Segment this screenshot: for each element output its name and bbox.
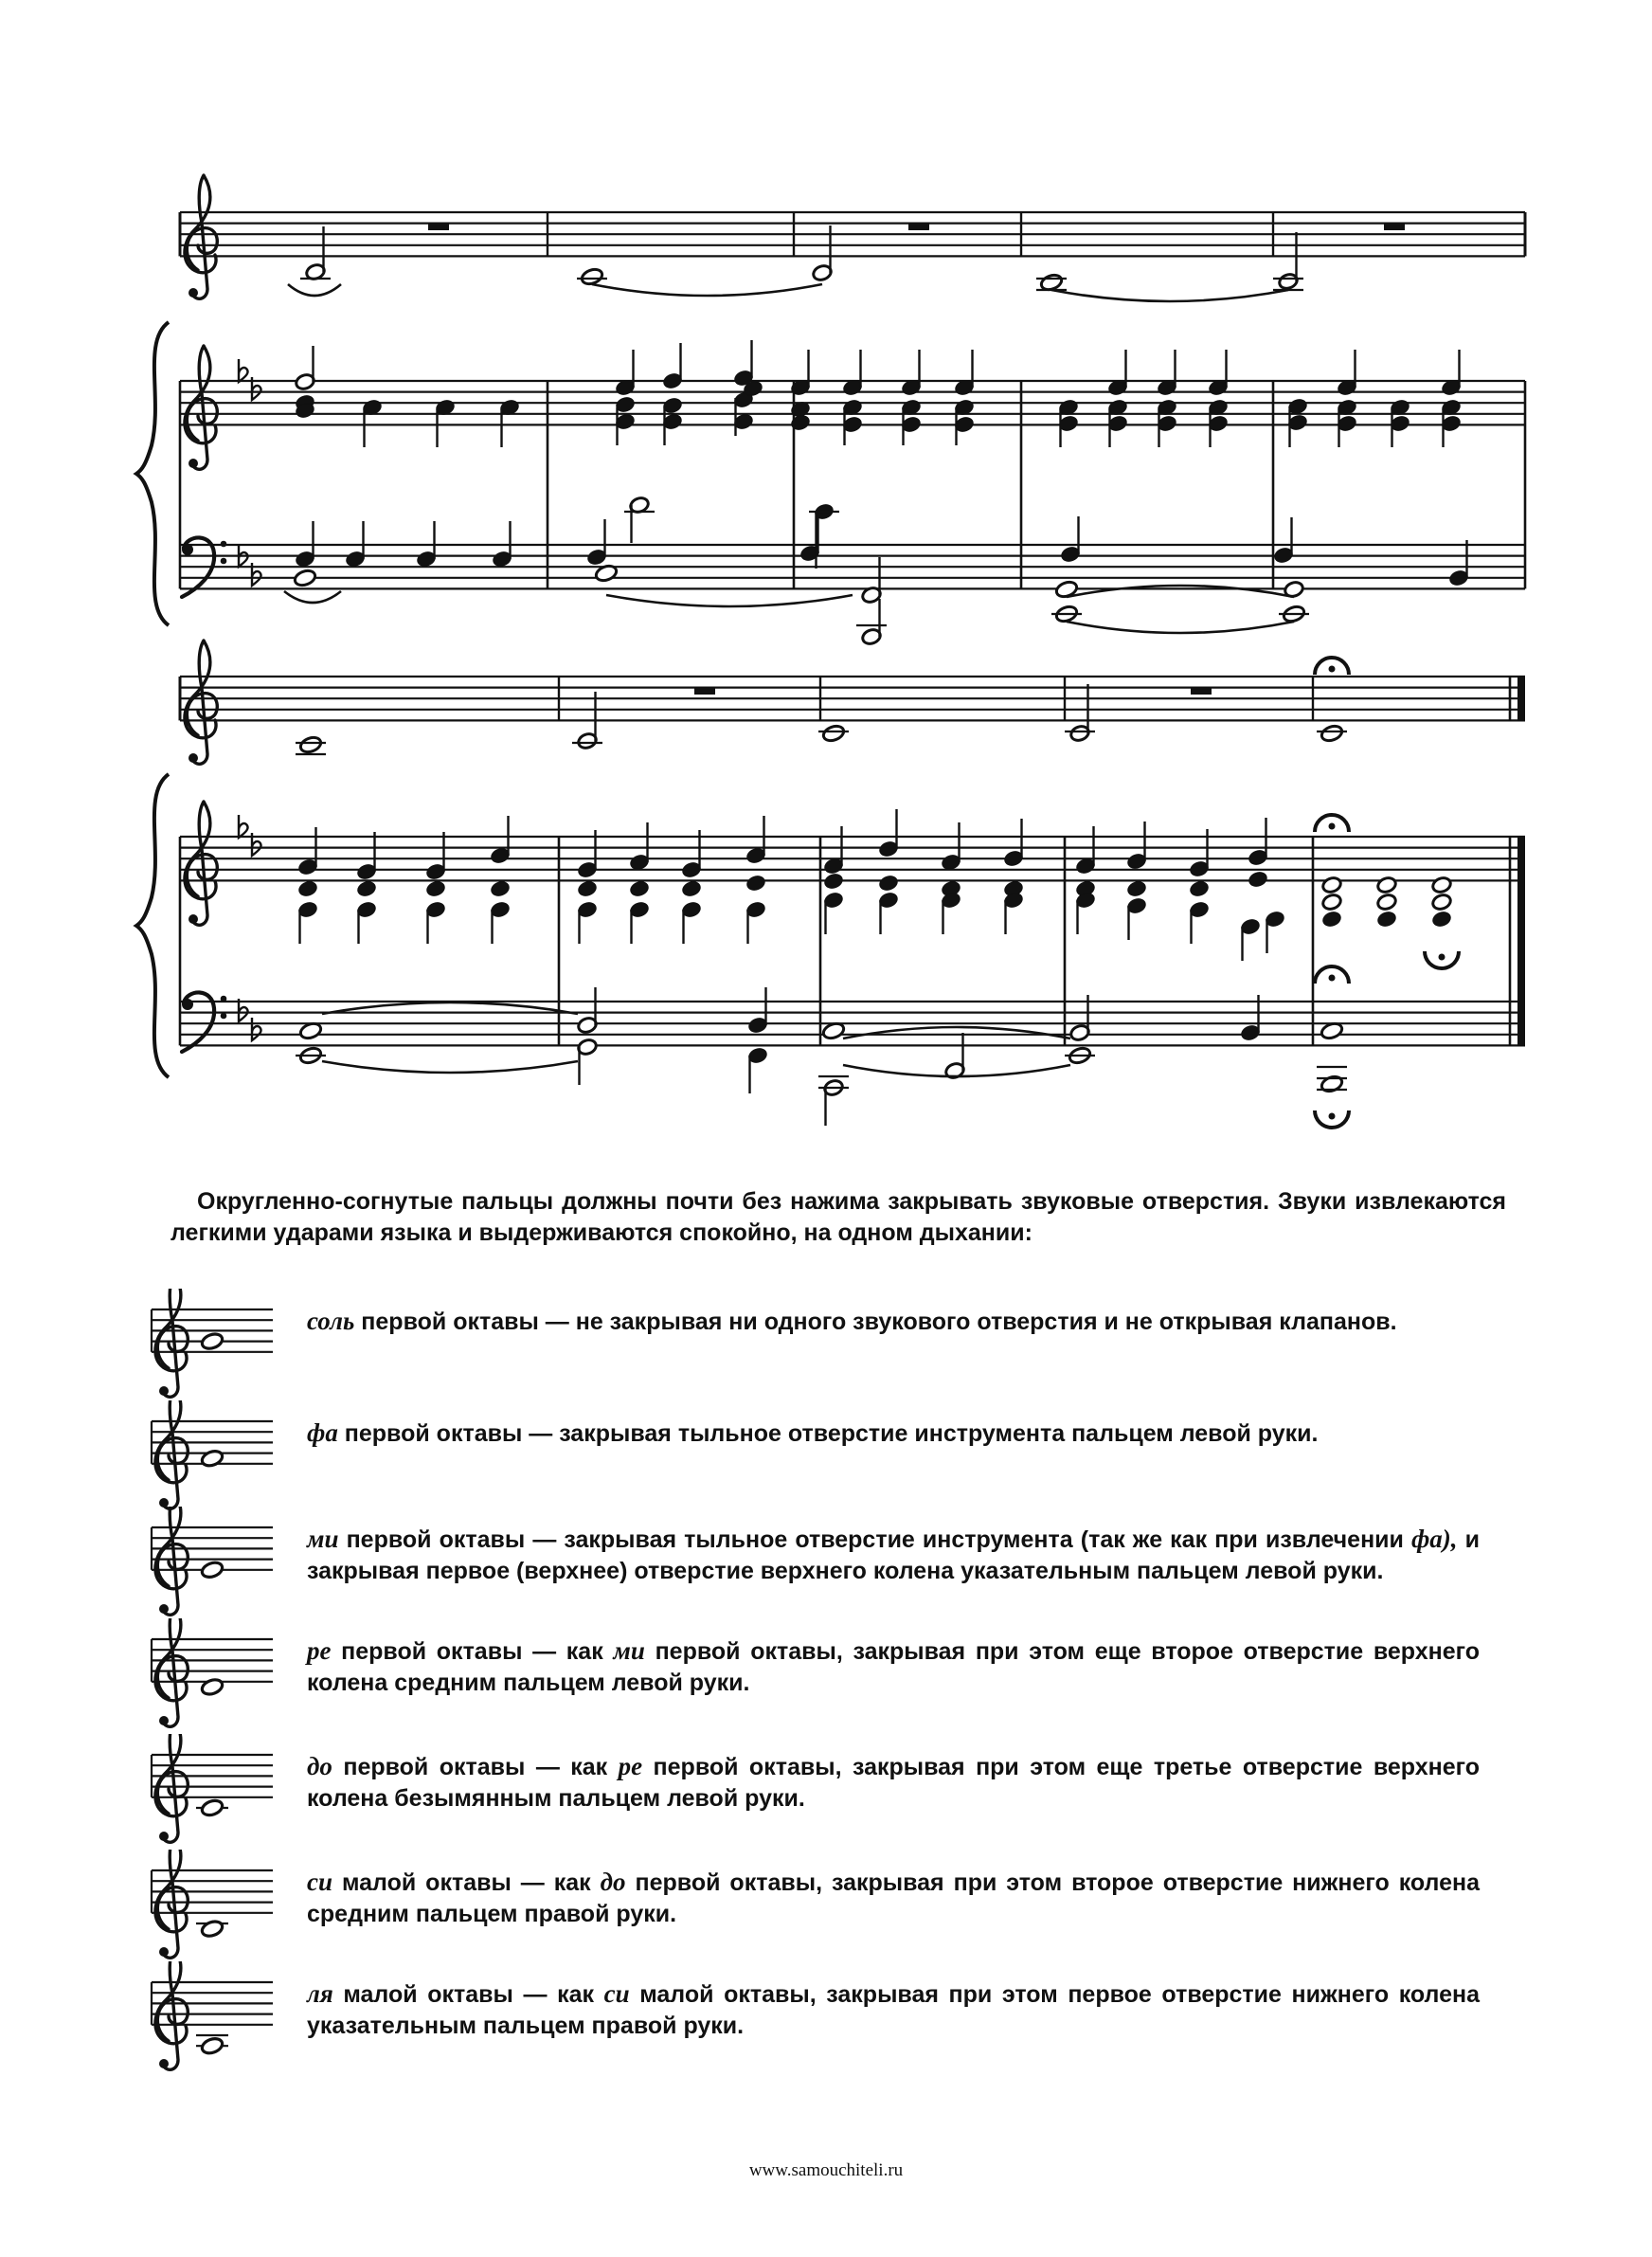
- note-description-text: первой октавы, закрывая при этом еще второе отверстие верхнего колена средним пальцем левой руки.: [307, 1638, 1480, 1696]
- note-head: [1376, 910, 1398, 929]
- whole-note-icon: [200, 1798, 224, 1818]
- note-description: [307, 1867, 1480, 1930]
- note-head: [878, 874, 900, 893]
- note-description-text: малой октавы — как: [332, 1981, 604, 2008]
- note-staff: [0, 1850, 284, 1973]
- tie-curve: [284, 591, 341, 603]
- note-name-reference: ми: [613, 1636, 645, 1665]
- tie-curve: [592, 284, 822, 296]
- note-head: [1189, 879, 1211, 898]
- whole-note-icon: [200, 1677, 224, 1697]
- staff-line-group: [180, 1002, 1525, 1045]
- note-staff: [0, 1507, 284, 1630]
- staff-line-group: [180, 837, 1525, 880]
- note-head: [745, 874, 767, 893]
- note-name: фа: [307, 1418, 338, 1447]
- fermata-dot: [1329, 975, 1336, 982]
- note-head: [298, 735, 322, 755]
- staff-line-group: [180, 545, 1525, 588]
- note-description: [307, 1417, 1480, 1450]
- note-staff: [0, 1961, 284, 2085]
- note-name: ре: [307, 1636, 332, 1665]
- note-name-reference: фа),: [1410, 1525, 1458, 1553]
- whole-note-icon: [200, 2036, 224, 2056]
- tie-curve: [288, 284, 341, 296]
- half-rest-icon: [1191, 688, 1212, 695]
- note-name-reference: до: [600, 1868, 626, 1896]
- treble-clef-icon: [185, 641, 217, 764]
- score-system-2: [136, 641, 1525, 1128]
- note-head: [1321, 893, 1343, 912]
- whole-note-icon: [200, 1560, 224, 1580]
- note-description-text: малой октавы, закрывая при этом первое отверстие нижнего колена указательным пальцем правой руки.: [307, 1981, 1480, 2039]
- treble-clef-icon: [155, 1961, 188, 2069]
- footer-url: www.samouchiteli.ru: [748, 2160, 904, 2180]
- note-head: [356, 879, 378, 898]
- final-barline: [1517, 837, 1525, 1045]
- note-name: си: [307, 1868, 332, 1896]
- treble-clef-icon: [155, 1618, 188, 1726]
- note-description-text: и закрывая первое (верхнее) отверстие верхнего колена указательным пальцем левой руки.: [307, 1526, 1480, 1584]
- whole-note-icon: [200, 1919, 224, 1939]
- note-head: [629, 879, 651, 898]
- note-head: [1431, 910, 1453, 929]
- note-head: [1321, 910, 1343, 929]
- flat-icon: [239, 359, 248, 382]
- fermata-dot: [1439, 954, 1446, 961]
- piano-brace: [136, 774, 169, 1077]
- note-description-text: первой октавы — не закрывая ни одного звукового отверстия и не открывая клапанов.: [354, 1309, 1397, 1335]
- note-description-text: первой октавы, закрывая при этом еще третье отверстие верхнего колена безымянным пальцем левой руки.: [307, 1754, 1480, 1812]
- note-name: ми: [307, 1525, 339, 1553]
- note-name: соль: [307, 1307, 355, 1335]
- tie-curve: [322, 1061, 578, 1073]
- note-name: до: [307, 1752, 332, 1780]
- note-head: [580, 267, 603, 287]
- treble-clef-icon: [155, 1850, 188, 1958]
- half-rest-icon: [908, 224, 929, 230]
- note-staff: [0, 1289, 284, 1412]
- note-head: [1431, 893, 1453, 912]
- notes-system-2: [296, 684, 1452, 1126]
- note-head: [293, 569, 316, 588]
- note-name: ля: [307, 1979, 333, 2008]
- treble-clef-icon: [185, 346, 217, 469]
- note-head: [1376, 893, 1398, 912]
- flat-icon: [239, 815, 248, 838]
- tie-curve: [606, 595, 853, 606]
- note-staff: [0, 1618, 284, 1742]
- note-head: [1431, 876, 1453, 894]
- intro-paragraph: Округленно-согнутые пальцы должны почти без нажима закрывать звуковые отверстия. Звуки извлекаются легкими ударами языка и выдерживаются спокойно, на одном дыхании:: [171, 1188, 1506, 1246]
- half-rest-icon: [694, 688, 715, 695]
- note-description: [307, 1306, 1480, 1338]
- note-head: [297, 879, 319, 898]
- flat-icon: [252, 1018, 261, 1040]
- score-system-1: [136, 175, 1525, 646]
- note-name-reference: ре: [618, 1752, 643, 1780]
- treble-clef-icon: [185, 802, 217, 925]
- note-description-text: малой октавы — как: [332, 1869, 601, 1896]
- note-head: [1248, 870, 1269, 889]
- half-rest-icon: [428, 224, 449, 230]
- note-head: [1320, 1074, 1343, 1094]
- note-head: [1376, 876, 1398, 894]
- note-head: [823, 872, 845, 891]
- note-description-text: первой октавы — как: [332, 1754, 619, 1780]
- note-head: [577, 879, 599, 898]
- treble-clef-icon: [155, 1507, 188, 1615]
- note-description: [307, 1978, 1480, 2042]
- piano-brace: [136, 322, 169, 625]
- note-description: [307, 1524, 1480, 1587]
- tie-curve: [1051, 290, 1288, 301]
- note-description-text: первой октавы, закрывая при этом второе отверстие нижнего колена средним пальцем правой руки.: [307, 1869, 1480, 1927]
- whole-note-icon: [200, 1331, 224, 1351]
- whole-note-icon: [200, 1449, 224, 1469]
- staff-line-group: [180, 212, 1525, 256]
- notes-system-1: [284, 224, 1469, 646]
- tie-curve: [843, 1027, 1070, 1038]
- note-staff: [0, 1400, 284, 1524]
- note-description: [307, 1751, 1480, 1815]
- treble-clef-icon: [155, 1400, 188, 1508]
- note-description-text: первой октавы — закрывая тыльное отверстие инструмента (так же как при извлечении: [338, 1526, 1411, 1553]
- note-head: [821, 724, 845, 744]
- note-name-reference: си: [603, 1979, 630, 2008]
- fermata-dot: [1329, 823, 1336, 830]
- tie-curve: [1067, 586, 1294, 597]
- note-head: [1126, 879, 1148, 898]
- note-head: [681, 879, 703, 898]
- note-head: [425, 879, 447, 898]
- note-head: [490, 879, 512, 898]
- note-head: [1320, 724, 1343, 744]
- note-description-text: первой октавы — как: [331, 1638, 614, 1665]
- final-barline: [1517, 677, 1525, 720]
- fermata-dot: [1329, 666, 1336, 673]
- note-description-text: первой октавы — закрывая тыльное отверстие инструмента пальцем левой руки.: [337, 1420, 1319, 1447]
- treble-clef-icon: [155, 1289, 188, 1397]
- half-rest-icon: [1384, 224, 1405, 230]
- note-staff: [0, 1734, 284, 1857]
- fermata-dot: [1329, 1113, 1336, 1120]
- staff-line-group: [180, 677, 1525, 720]
- note-head: [1321, 876, 1343, 894]
- treble-clef-icon: [155, 1734, 188, 1842]
- tie-curve: [1067, 622, 1294, 633]
- treble-clef-icon: [185, 175, 217, 298]
- note-description: [307, 1635, 1480, 1699]
